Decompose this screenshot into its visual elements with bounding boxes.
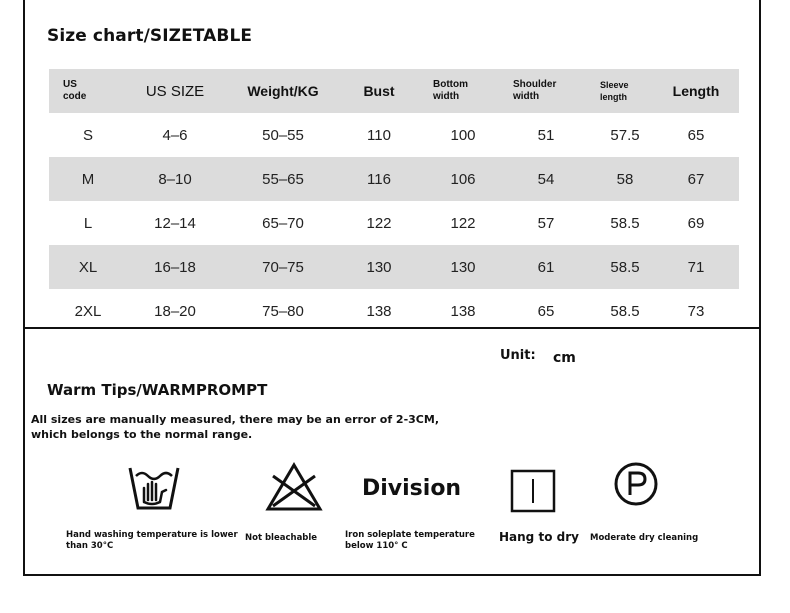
- header-us-size: US SIZE: [145, 82, 205, 100]
- table-cell: 70–75: [262, 258, 304, 276]
- warm-tips-title: Warm Tips/WARMPROMPT: [47, 381, 268, 399]
- table-cell: 75–80: [262, 302, 304, 320]
- unit-label: Unit:: [500, 348, 536, 363]
- table-cell: 138: [366, 302, 392, 320]
- table-cell: L: [83, 214, 93, 232]
- table-cell: 58: [616, 170, 634, 188]
- table-cell: 65–70: [262, 214, 304, 232]
- table-cell: 50–55: [262, 126, 304, 144]
- table-cell: S: [82, 126, 93, 144]
- table-cell: 18–20: [154, 302, 196, 320]
- table-cell: 65: [687, 126, 705, 144]
- table-cell: 4–6: [162, 126, 188, 144]
- table-cell: 51: [537, 126, 555, 144]
- table-cell: 16–18: [154, 258, 196, 276]
- hang-dry-icon: [510, 469, 556, 513]
- table-cell: XL: [78, 258, 98, 276]
- iron-caption: Iron soleplate temperature below 110° C: [345, 530, 475, 551]
- no-bleach-icon: [265, 462, 323, 512]
- table-cell: 130: [450, 258, 476, 276]
- table-cell: 12–14: [154, 214, 196, 232]
- hand-wash-icon: [128, 462, 180, 510]
- division-label: Division: [362, 476, 462, 501]
- header-sleeve-length: Sleeve length: [600, 80, 629, 102]
- table-cell: 54: [537, 170, 555, 188]
- header-length: Length: [672, 83, 720, 99]
- header-us-code: US code: [63, 79, 87, 102]
- table-cell: 58.5: [610, 258, 640, 276]
- table-cell: M: [81, 170, 95, 188]
- table-row: [49, 157, 739, 201]
- dry-clean-p-icon: [613, 461, 659, 507]
- table-cell: 110: [367, 126, 391, 144]
- header-weight: Weight/KG: [247, 83, 319, 99]
- table-cell: 130: [366, 258, 392, 276]
- table-header-row: [49, 69, 739, 113]
- header-shoulder-width: Shoulder width: [513, 79, 557, 102]
- table-cell: 106: [450, 170, 476, 188]
- table-cell: 138: [450, 302, 476, 320]
- table-cell: 58.5: [610, 302, 640, 320]
- table-row: [49, 113, 739, 157]
- measurement-note: All sizes are manually measured, there may be an error of 2-3CM, which belongs to the normal range.: [31, 413, 440, 441]
- dry-clean-caption: Moderate dry cleaning: [590, 533, 699, 543]
- table-cell: 8–10: [158, 170, 192, 188]
- table-cell: 61: [537, 258, 555, 276]
- table-cell: 73: [687, 302, 705, 320]
- table-cell: 57: [537, 214, 555, 232]
- hand-wash-caption: Hand washing temperature is lower than 30°C: [66, 530, 238, 551]
- table-cell: 57.5: [610, 126, 640, 144]
- table-row: [49, 289, 739, 333]
- table-cell: 58.5: [610, 214, 640, 232]
- table-row: [49, 245, 739, 289]
- table-cell: 69: [687, 214, 705, 232]
- table-cell: 122: [366, 214, 392, 232]
- table-cell: 122: [450, 214, 476, 232]
- table-cell: 116: [367, 170, 391, 188]
- table-cell: 55–65: [262, 170, 304, 188]
- size-chart-title: Size chart/SIZETABLE: [47, 26, 253, 46]
- header-bust: Bust: [363, 83, 395, 99]
- table-cell: 100: [450, 126, 476, 144]
- table-cell: 71: [687, 258, 705, 276]
- hang-dry-caption: Hang to dry: [499, 530, 579, 544]
- header-bottom-width: Bottom width: [433, 79, 468, 102]
- size-table: [49, 69, 739, 333]
- unit-value: cm: [553, 350, 576, 366]
- table-cell: 67: [687, 170, 705, 188]
- table-cell: 65: [537, 302, 555, 320]
- table-row: [49, 201, 739, 245]
- no-bleach-caption: Not bleachable: [245, 533, 318, 543]
- table-cell: 2XL: [74, 302, 102, 320]
